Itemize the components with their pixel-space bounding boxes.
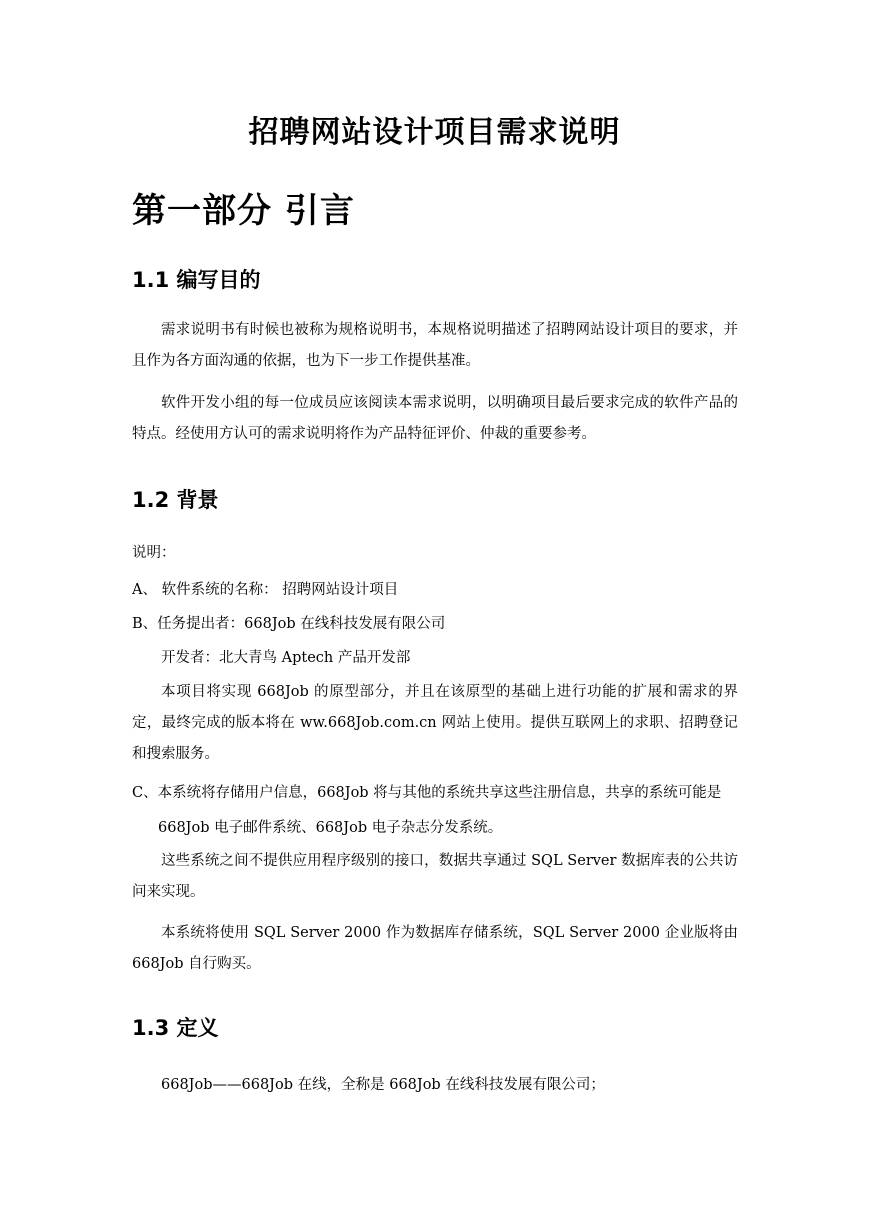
section-1-3-heading: 1.3 定义 [132, 1016, 219, 1040]
item-b-task-proposer: B、任务提出者：668Job 在线科技发展有限公司 [132, 616, 446, 632]
section-1-1-heading: 1.1 编写目的 [132, 268, 261, 292]
background-label: 说明： [132, 545, 176, 561]
item-c-line-2: 668Job 电子邮件系统、668Job 电子杂志分发系统。 [158, 820, 503, 836]
document-title: 招聘网站设计项目需求说明 [248, 115, 621, 150]
item-a-system-name: A、 软件系统的名称： 招聘网站设计项目 [132, 582, 399, 598]
item-c-line-1: C、本系统将存储用户信息，668Job 将与其他的系统共享这些注册信息，共享的系统可能是 [132, 785, 722, 801]
purpose-paragraph-2: 软件开发小组的每一位成员应该阅读本需求说明，以明确项目最后要求完成的软件产品的特点。经使用方认可的需求说明将作为产品特征评价、仲裁的重要参考。 [132, 395, 738, 442]
database-paragraph: 本系统将使用 SQL Server 2000 作为数据库存储系统，SQL Server 2000 企业版将由 668Job 自行购买。 [132, 925, 738, 972]
purpose-paragraph-1: 需求说明书有时候也被称为规格说明书，本规格说明描述了招聘网站设计项目的要求，并且作为各方面沟通的依据，也为下一步工作提供基准。 [132, 322, 738, 369]
interface-paragraph: 这些系统之间不提供应用程序级别的接口，数据共享通过 SQL Server 数据库表的公共访问来实现。 [132, 853, 738, 900]
definition-668job: 668Job——668Job 在线，全称是 668Job 在线科技发展有限公司； [161, 1077, 605, 1093]
implementation-paragraph: 本项目将实现 668Job 的原型部分，并且在该原型的基础上进行功能的扩展和需求的界定，最终完成的版本将在 ww.668Job.com.cn 网站上使用。提供互联网上的求职、招聘登记和搜索服务。 [132, 684, 738, 762]
developer-line: 开发者：北大青鸟 Aptech 产品开发部 [161, 650, 411, 666]
section-1-2-heading: 1.2 背景 [132, 488, 219, 512]
part-one-heading: 第一部分 引言 [132, 191, 355, 231]
